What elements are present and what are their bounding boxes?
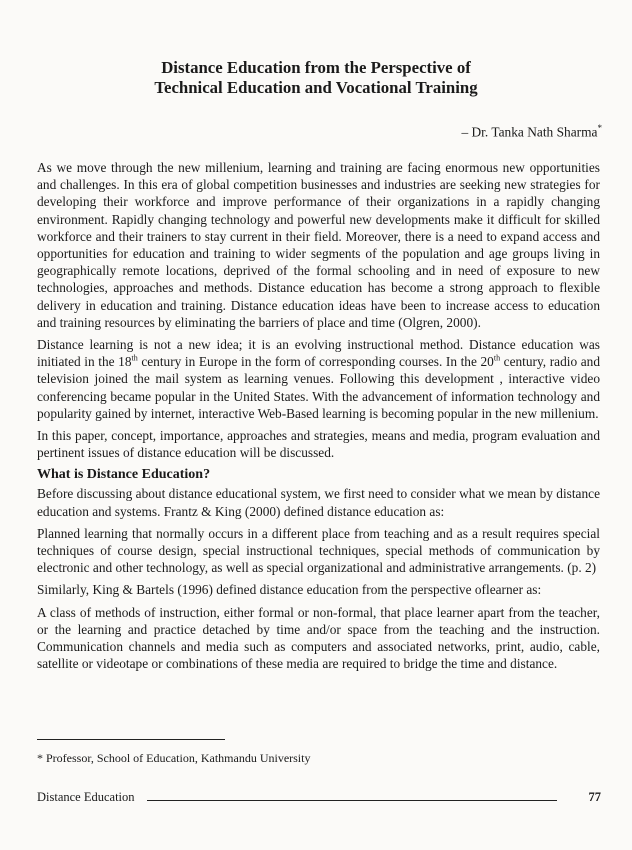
paragraph-history-part-3: century, radio and television joined the mail system as learning venues. Following this development , interactive video conferencing became popular in the United States. With the advancement of information technology and popularity gained by internet, interactive Web-Based learning is becoming popular in the new millenium. (37, 354, 600, 421)
page-number: 77 (588, 790, 601, 804)
paragraph-history (37, 336, 600, 422)
paragraph-learner-quote: A class of methods of instruction, either formal or non-formal, that place learner apart from the teacher, or the learning and practice detached by time and/or space from the teaching and the instruction. Communication channels and media such as computers and associated networks, print, audio, cable, satellite or videotape or combinations of these media are required to bridge the time and distance. (37, 604, 600, 672)
paragraph-definition-quote: Planned learning that normally occurs in a different place from teaching and as a result requires special techniques of course design, special instructional techniques, special methods of communication by electronic and other technology, as well as special organizational and administrative arrangements. (p. 2) (37, 525, 600, 576)
paragraph-definition-intro: Before discussing about distance educational system, we first need to consider what we mean by distance education and systems. Frantz & King (2000) defined distance education as: (37, 486, 600, 519)
author-byline (461, 120, 602, 140)
paragraph-history-part-2: century in Europe in the form of corresponding courses. In the 20 (137, 354, 494, 370)
title-line-1: Distance Education from the Perspective of (161, 58, 471, 77)
paragraph-scope: In this paper, concept, importance, approaches and strategies, means and media, program evaluation and pertinent issues of distance education will be discussed. (37, 428, 600, 461)
footer-divider (147, 800, 557, 801)
author-footnote-mark: * (597, 123, 602, 133)
article-title (30, 58, 602, 98)
author-name: – Dr. Tanka Nath Sharma (461, 124, 598, 140)
article-body (37, 159, 600, 677)
footnote-divider (37, 739, 225, 740)
footer-journal-label: Distance Education (37, 790, 135, 804)
paragraph-intro: As we move through the new millenium, learning and training are facing enormous new opportunities and challenges. In this era of global competition businesses and industries are seeking new strategies for developing their workforce and improve performance of their organizations in a rapidly changing environment. Rapidly changing technology and powerful new developments make it difficult for skilled workforce and their trainers to stay current in their field. Moreover, there is a need to expand access and opportunities for education and training to wider segments of the population and age groups living in geographically remote locations, deprived of the formal schooling and in need of exposure to new technologies, approaches and methods. Distance education has become a strong approach to flexible delivery in education and training. Distance education ideas have been to increase access to education and training resources by eliminating the barriers of place and time (Olgren, 2000). (37, 160, 600, 330)
title-line-2: Technical Education and Vocational Training (154, 78, 478, 97)
paragraph-history-part-1: Distance learning is not a new idea; it is an evolving instructional method. Distance education was initiated in the 18 (37, 337, 600, 370)
paragraph-learner-intro: Similarly, King & Bartels (1996) defined distance education from the perspective oflearner as: (37, 582, 542, 598)
footnote: * Professor, School of Education, Kathmandu University (37, 751, 311, 765)
section-heading: What is Distance Education? (37, 467, 211, 483)
superscript-th-1: th (131, 353, 138, 363)
superscript-th-2: th (493, 353, 501, 363)
